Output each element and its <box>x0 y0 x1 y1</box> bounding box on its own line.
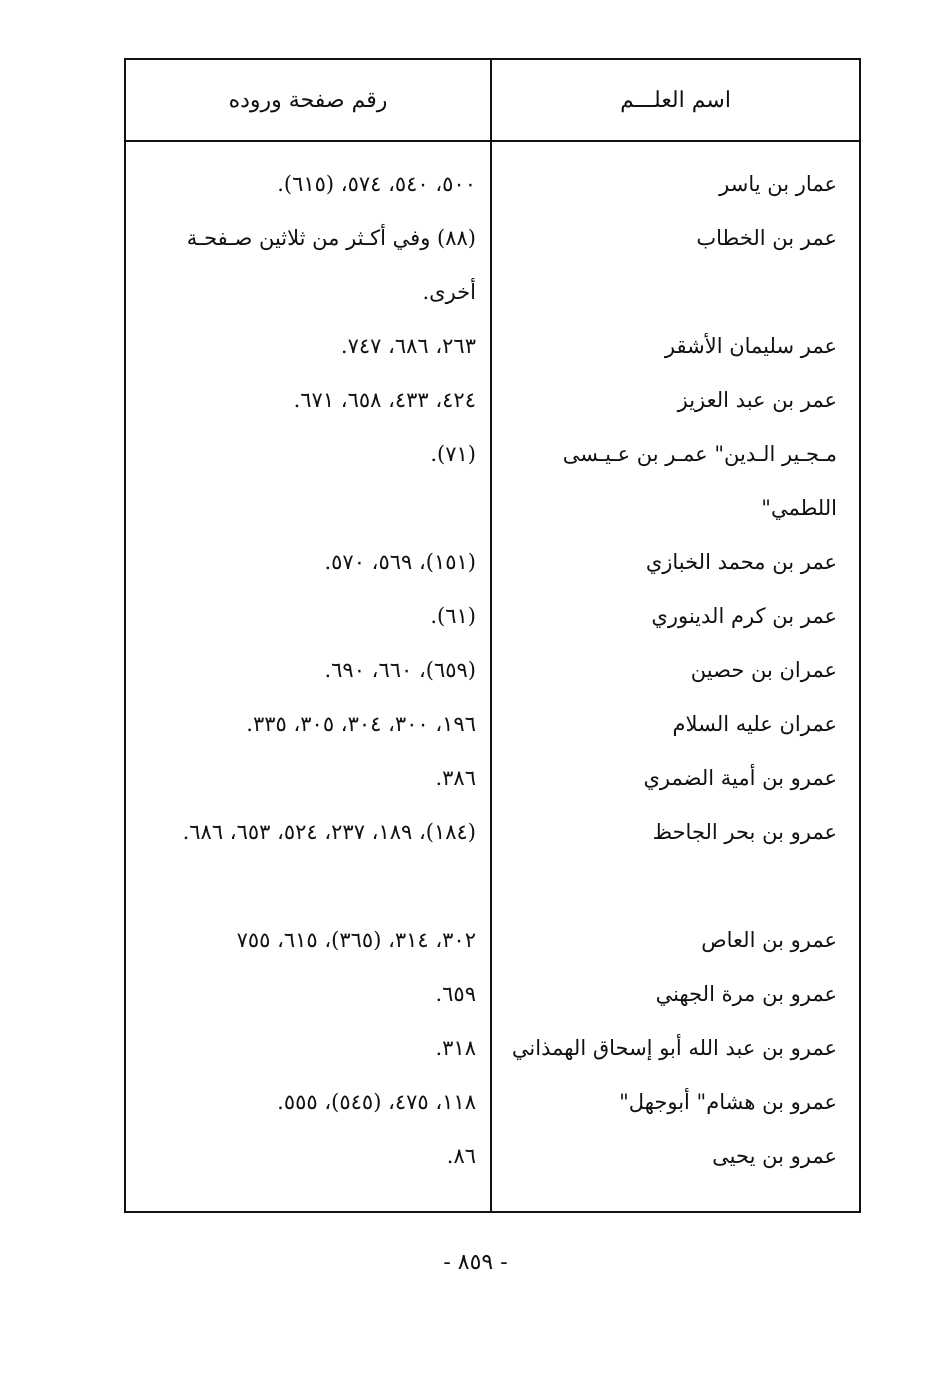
page-references: ٣١٨. <box>435 1036 476 1060</box>
page-references: ٣٨٦. <box>435 766 476 790</box>
table-row <box>126 319 859 373</box>
person-name: عمرو بن العاص <box>701 928 837 952</box>
page-references: (٨٨) وفي أكـثر من ثلاثين صـفحـة أخرى. <box>186 226 476 304</box>
page-references: (٦١). <box>430 604 476 628</box>
table-row <box>126 589 859 643</box>
page-number: - ٨٥٩ - <box>443 1250 508 1275</box>
header-pages-column: رقم صفحة وروده <box>228 87 388 113</box>
page-references: ٢٦٣، ٦٨٦، ٧٤٧. <box>340 334 476 358</box>
table-row <box>126 427 859 535</box>
table-row <box>126 913 859 967</box>
page-references: ٣٠٢، ٣١٤، (٣٦٥)، ٦١٥، ٧٥٥ <box>236 928 476 952</box>
page-references: (١٥١)، ٥٦٩، ٥٧٠. <box>324 550 476 574</box>
person-name: عمران عليه السلام <box>672 712 837 736</box>
page-references: ٤٢٤، ٤٣٣، ٦٥٨، ٦٧١. <box>293 388 476 412</box>
person-name: مـجـير الـدين" عمـر بن عـيـسى اللطمي" <box>562 442 837 520</box>
name-index-table <box>124 58 861 1213</box>
person-name: عمران بن حصين <box>690 658 837 682</box>
person-name: عمر بن محمد الخبازي <box>645 550 837 574</box>
person-name: عمرو بن يحيى <box>712 1144 837 1168</box>
table-row <box>126 157 859 211</box>
header-name-column: اسم العلـــم <box>620 87 731 113</box>
person-name: عمرو بن عبد الله أبو إسحاق الهمذاني <box>511 1036 837 1060</box>
table-row <box>126 535 859 589</box>
person-name: عمرو بن هشام" أبوجهل" <box>619 1090 837 1114</box>
page-references: ٨٦. <box>446 1144 476 1168</box>
page-references: ١٩٦، ٣٠٠، ٣٠٤، ٣٠٥، ٣٣٥. <box>246 712 476 736</box>
table-row <box>126 1021 859 1075</box>
person-name: عمرو بن أمية الضمري <box>643 766 837 790</box>
table-row <box>126 373 859 427</box>
table-row <box>126 1129 859 1183</box>
person-name: عمر بن الخطاب <box>696 226 837 250</box>
page-references: (١٨٤)، ١٨٩، ٢٣٧، ٥٢٤، ٦٥٣، ٦٨٦. <box>182 820 476 844</box>
page-references: (٧١). <box>430 442 476 466</box>
table-row <box>126 751 859 805</box>
person-name: عمرو بن مرة الجهني <box>655 982 837 1006</box>
page-references: (٦٥٩)، ٦٦٠، ٦٩٠. <box>324 658 476 682</box>
table-row <box>126 211 859 319</box>
page-references: ٦٥٩. <box>435 982 476 1006</box>
person-name: عمرو بن بحر الجاحظ <box>652 820 837 844</box>
table-row <box>126 967 859 1021</box>
person-name: عمار بن ياسر <box>719 172 837 196</box>
person-name: عمر سليمان الأشقر <box>664 334 837 358</box>
table-row <box>126 697 859 751</box>
person-name: عمر بن عبد العزيز <box>677 388 837 412</box>
table-body <box>126 157 859 1183</box>
person-name: عمر بن كرم الدينوري <box>651 604 837 628</box>
page-references: ٥٠٠، ٥٤٠، ٥٧٤، (٦١٥). <box>277 172 476 196</box>
table-row <box>126 643 859 697</box>
table-header-row <box>126 60 859 142</box>
table-row <box>126 805 859 913</box>
table-row <box>126 1075 859 1129</box>
page-references: ١١٨، ٤٧٥، (٥٤٥)، ٥٥٥. <box>277 1090 476 1114</box>
